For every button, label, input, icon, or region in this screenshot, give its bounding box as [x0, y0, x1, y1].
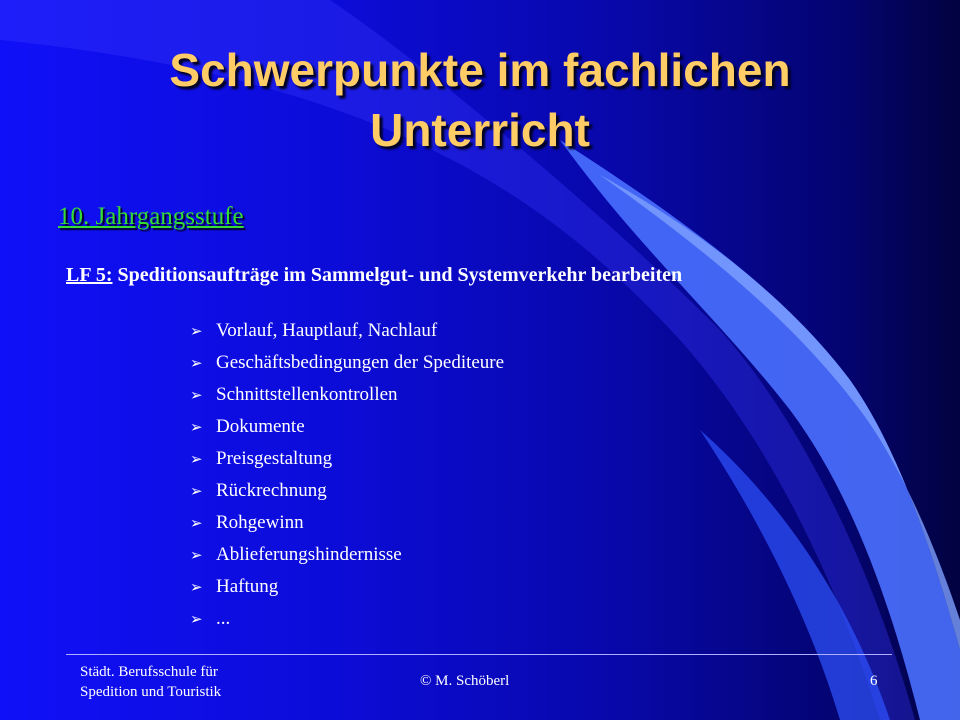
list-item [190, 571, 504, 603]
list-item-text: Rückrechnung [216, 480, 327, 501]
list-item [190, 475, 504, 507]
learning-field-line [66, 264, 682, 287]
list-item [190, 411, 504, 443]
list-item [190, 539, 504, 571]
footer-school [80, 662, 221, 702]
list-item [190, 315, 504, 347]
page-number: 6 [870, 673, 878, 689]
list-item [190, 443, 504, 475]
learning-field-code: LF 5: [66, 264, 113, 286]
arrow-bullet-icon: ➢ [190, 516, 203, 532]
slide-title [80, 40, 880, 160]
list-item-text: Vorlauf, Hauptlauf, Nachlauf [216, 320, 438, 341]
list-item-text: Preisgestaltung [216, 448, 333, 469]
list-item [190, 379, 504, 411]
arrow-bullet-icon: ➢ [190, 484, 203, 500]
list-item [190, 347, 504, 379]
arrow-bullet-icon: ➢ [190, 420, 203, 436]
arrow-bullet-icon: ➢ [190, 580, 203, 596]
list-item-text: Haftung [216, 576, 279, 597]
list-item [190, 507, 504, 539]
list-item-text: Dokumente [216, 416, 305, 437]
footer-school-line-1: Städt. Berufsschule für [80, 664, 218, 680]
footer-divider [66, 654, 892, 655]
arrow-bullet-icon: ➢ [190, 356, 203, 372]
arrow-bullet-icon: ➢ [190, 452, 203, 468]
title-line-2: Unterricht [370, 104, 590, 156]
list-item-text: Ablieferungshindernisse [216, 544, 402, 565]
list-item [190, 603, 504, 635]
footer-author: © M. Schöberl [420, 673, 510, 689]
arrow-bullet-icon: ➢ [190, 324, 203, 340]
list-item-text: Geschäftsbedingungen der Spediteure [216, 352, 505, 373]
list-item-text: ... [216, 608, 231, 629]
learning-field-title: Speditionsaufträge im Sammelgut- und Systemverkehr bearbeiten [112, 264, 683, 286]
title-line-1: Schwerpunkte im fachlichen [169, 44, 791, 96]
grade-heading: 10. Jahrgangsstufe [58, 203, 244, 230]
arrow-bullet-icon: ➢ [190, 388, 203, 404]
footer-school-line-2: Spedition und Touristik [80, 684, 222, 700]
topic-list [190, 315, 504, 635]
arrow-bullet-icon: ➢ [190, 548, 203, 564]
list-item-text: Rohgewinn [216, 512, 304, 533]
list-item-text: Schnittstellenkontrollen [216, 384, 398, 405]
arrow-bullet-icon: ➢ [190, 612, 203, 628]
